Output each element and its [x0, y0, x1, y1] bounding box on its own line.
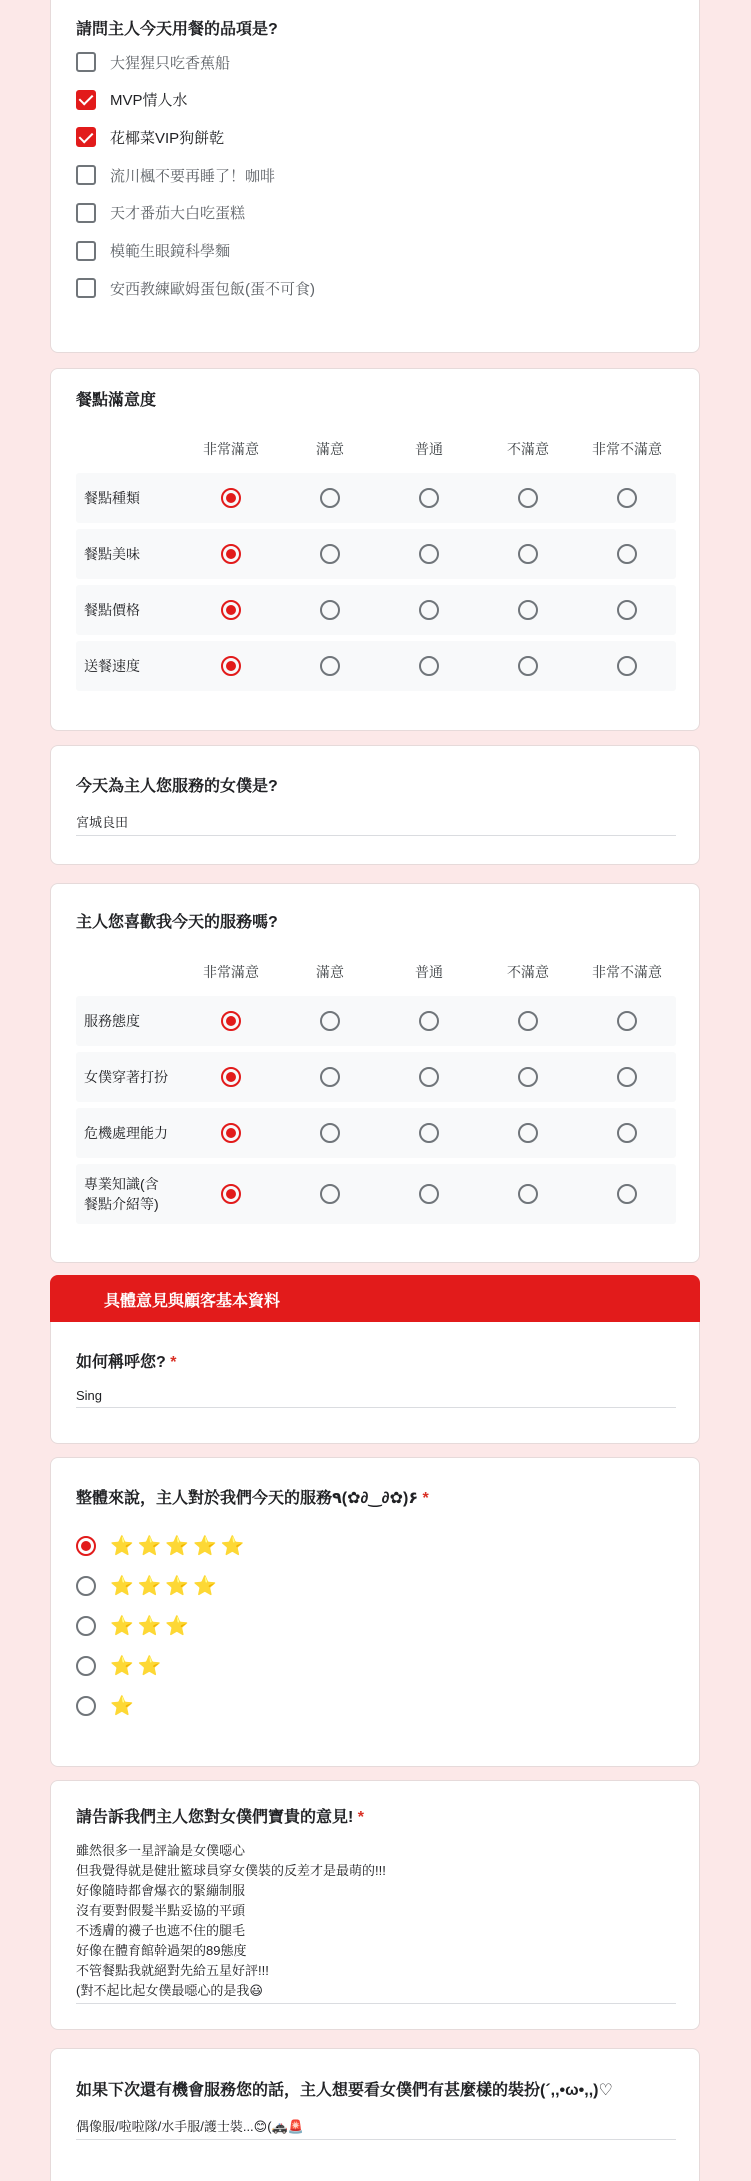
star-icon: ⭐: [137, 1615, 162, 1637]
grid-column-headers: [51, 439, 701, 459]
checkbox-checked[interactable]: [76, 90, 96, 110]
radio-unselected[interactable]: [518, 1067, 538, 1087]
grid-row: [76, 529, 676, 579]
rating-option[interactable]: [76, 1692, 138, 1720]
grid-column-header: 滿意: [316, 441, 344, 457]
radio-unselected[interactable]: [419, 544, 439, 564]
radio-selected[interactable]: [221, 656, 241, 676]
grid-column-header: 滿意: [316, 964, 344, 980]
grid-column-header: 非常滿意: [203, 964, 259, 980]
radio-unselected[interactable]: [617, 600, 637, 620]
radio-unselected[interactable]: [76, 1656, 96, 1676]
radio-unselected[interactable]: [76, 1696, 96, 1716]
grid-column-headers: [51, 962, 701, 982]
grid-row: [76, 641, 676, 691]
star-icon: ⭐: [137, 1575, 162, 1597]
question-title: 請問主人今天用餐的品項是?: [76, 21, 278, 38]
radio-unselected[interactable]: [617, 488, 637, 508]
question-title: 如果下次還有機會服務您的話，主人想要看女僕們有甚麼樣的裝扮(´,,•ω•,,)♡: [76, 2082, 613, 2099]
radio-unselected[interactable]: [419, 656, 439, 676]
grid-row-label: 餐點價格: [84, 602, 140, 618]
checkbox-label: 安西教練歐姆蛋包飯(蛋不可食): [110, 280, 315, 298]
grid-row: [76, 585, 676, 635]
grid-row-label: 女僕穿著打扮: [84, 1069, 168, 1085]
checkbox-option[interactable]: [76, 198, 245, 228]
grid-row: [76, 996, 676, 1046]
rating-option[interactable]: [76, 1572, 221, 1600]
grid-column-header: 不滿意: [507, 964, 549, 980]
question-card-maid-name: [50, 745, 700, 865]
question-card-meal-satisfaction: [50, 368, 700, 731]
question-title: 主人您喜歡我今天的服務嗎?: [76, 914, 278, 931]
feedback-answer[interactable]: 雖然很多一星評論是女僕噁心 但我覺得就是健壯籃球員穿女僕裝的反差才是最萌的!!! 好像隨時都會爆衣的緊繃制服 沒有要對假髮半點妥協的平頭 不透膚的襪子也遮不住的腿毛 好像在體育館幹過架的89態度 不管餐點我就絕對先給五星好評!!! (對不起比起女僕最噁心的是我😃: [76, 1841, 676, 2004]
star-icon: ⭐: [110, 1695, 134, 1717]
radio-unselected[interactable]: [320, 544, 340, 564]
checkbox-checked[interactable]: [76, 127, 96, 147]
checkbox-option[interactable]: [76, 236, 230, 266]
radio-unselected[interactable]: [419, 600, 439, 620]
question-card-overall-rating: [50, 1457, 700, 1767]
required-marker: *: [170, 1354, 177, 1371]
checkbox-option[interactable]: [76, 273, 315, 303]
question-card-feedback: [50, 1780, 700, 2030]
checkbox-label: 天才番茄大白吃蛋糕: [110, 205, 246, 223]
checkbox-label: 模範生眼鏡科學麵: [110, 243, 231, 260]
star-icon: ⭐: [165, 1615, 190, 1637]
checkbox-label: 花椰菜VIP狗餅乾: [110, 129, 225, 147]
name-answer[interactable]: Sing: [76, 1388, 676, 1408]
radio-unselected[interactable]: [320, 488, 340, 508]
question-card-service-satisfaction: [50, 883, 700, 1263]
grid-row: [76, 1108, 676, 1158]
rating-option[interactable]: [76, 1532, 248, 1560]
radio-unselected[interactable]: [617, 1011, 637, 1031]
radio-unselected[interactable]: [518, 1184, 538, 1204]
grid-column-header: 不滿意: [507, 441, 549, 457]
grid-column-header: 普通: [415, 964, 443, 980]
grid-row-label: 危機處理能力: [84, 1125, 168, 1141]
star-icon: ⭐: [165, 1575, 190, 1597]
checkbox-option[interactable]: [76, 122, 224, 152]
question-card-items: [50, 0, 700, 353]
radio-unselected[interactable]: [617, 1184, 637, 1204]
rating-option[interactable]: [76, 1652, 165, 1680]
radio-unselected[interactable]: [518, 1123, 538, 1143]
question-title: 今天為主人您服務的女僕是?: [76, 778, 278, 795]
radio-selected[interactable]: [221, 488, 241, 508]
radio-unselected[interactable]: [419, 1123, 439, 1143]
radio-unselected[interactable]: [419, 1067, 439, 1087]
radio-unselected[interactable]: [617, 656, 637, 676]
radio-unselected[interactable]: [76, 1576, 96, 1596]
star-icon: ⭐: [110, 1655, 134, 1677]
grid-row: [76, 1164, 676, 1224]
checkbox-label: 流川楓不要再睡了！咖啡: [110, 167, 276, 185]
radio-selected[interactable]: [76, 1536, 96, 1556]
radio-unselected[interactable]: [320, 1011, 340, 1031]
grid-row-label: 送餐速度: [84, 658, 140, 674]
radio-unselected[interactable]: [320, 1123, 340, 1143]
outfit-answer[interactable]: 偶像服/啦啦隊/水手服/護士裝...😊(🚓🚨: [76, 2116, 676, 2140]
checkbox-unchecked[interactable]: [76, 278, 96, 298]
checkbox-unchecked[interactable]: [76, 241, 96, 261]
grid-row-label: 專業知識(含 餐點介紹等): [84, 1176, 159, 1212]
question-title: 整體來說，主人對於我們今天的服務٩(✿∂‿∂✿)۶ *: [76, 1490, 429, 1507]
radio-unselected[interactable]: [518, 544, 538, 564]
grid-row: [76, 1052, 676, 1102]
question-title: 餐點滿意度: [76, 392, 157, 409]
radio-unselected[interactable]: [518, 656, 538, 676]
star-icon: ⭐: [110, 1575, 134, 1597]
radio-selected[interactable]: [221, 1067, 241, 1087]
star-icon: ⭐: [193, 1535, 217, 1557]
checkbox-option[interactable]: [76, 85, 188, 115]
star-icon: ⭐: [137, 1535, 162, 1557]
required-marker: *: [422, 1490, 429, 1507]
maid-name-answer[interactable]: 宮城良田: [76, 812, 676, 836]
star-icon: ⭐: [137, 1655, 162, 1677]
question-title: 如何稱呼您? *: [76, 1354, 177, 1371]
grid-row-label: 餐點美味: [84, 546, 140, 562]
checkbox-unchecked[interactable]: [76, 52, 96, 72]
grid-column-header: 非常滿意: [203, 441, 259, 457]
checkbox-label: MVP情人水: [110, 92, 188, 110]
radio-unselected[interactable]: [617, 544, 637, 564]
checkbox-option[interactable]: [76, 160, 275, 190]
radio-unselected[interactable]: [419, 488, 439, 508]
radio-unselected[interactable]: [76, 1616, 96, 1636]
radio-unselected[interactable]: [320, 600, 340, 620]
checkbox-label: 大猩猩只吃香蕉船: [110, 54, 231, 72]
star-icon: ⭐: [220, 1535, 245, 1557]
radio-unselected[interactable]: [320, 656, 340, 676]
checkbox-unchecked[interactable]: [76, 203, 96, 223]
question-card-outfit: [50, 2048, 700, 2181]
required-marker: *: [357, 1809, 365, 1826]
radio-unselected[interactable]: [518, 1011, 538, 1031]
grid-row-label: 餐點種類: [84, 490, 140, 506]
radio-unselected[interactable]: [320, 1067, 340, 1087]
grid-column-header: 非常不滿意: [592, 964, 662, 980]
radio-unselected[interactable]: [617, 1067, 637, 1087]
checkbox-unchecked[interactable]: [76, 165, 96, 185]
star-icon: ⭐: [165, 1535, 190, 1557]
grid-row-label: 服務態度: [84, 1013, 140, 1029]
radio-unselected[interactable]: [518, 600, 538, 620]
radio-selected[interactable]: [221, 600, 241, 620]
rating-option[interactable]: [76, 1612, 193, 1640]
star-icon: ⭐: [193, 1575, 217, 1597]
radio-selected[interactable]: [221, 1123, 241, 1143]
grid-column-header: 非常不滿意: [592, 441, 662, 457]
star-icon: ⭐: [110, 1535, 134, 1557]
radio-selected[interactable]: [221, 544, 241, 564]
question-title: 請告訴我們主人您對女僕們寶貴的意見! *: [76, 1809, 365, 1826]
radio-unselected[interactable]: [320, 1184, 340, 1204]
grid-row: [76, 473, 676, 523]
radio-unselected[interactable]: [518, 488, 538, 508]
radio-selected[interactable]: [221, 1184, 241, 1204]
grid-column-header: 普通: [415, 441, 443, 457]
question-card-name: [50, 1322, 700, 1444]
radio-unselected[interactable]: [617, 1123, 637, 1143]
star-icon: ⭐: [110, 1615, 134, 1637]
radio-unselected[interactable]: [419, 1011, 439, 1031]
checkbox-option[interactable]: [76, 47, 230, 77]
radio-selected[interactable]: [221, 1011, 241, 1031]
radio-unselected[interactable]: [419, 1184, 439, 1204]
section-header: 具體意見與顧客基本資料: [50, 1275, 700, 1323]
